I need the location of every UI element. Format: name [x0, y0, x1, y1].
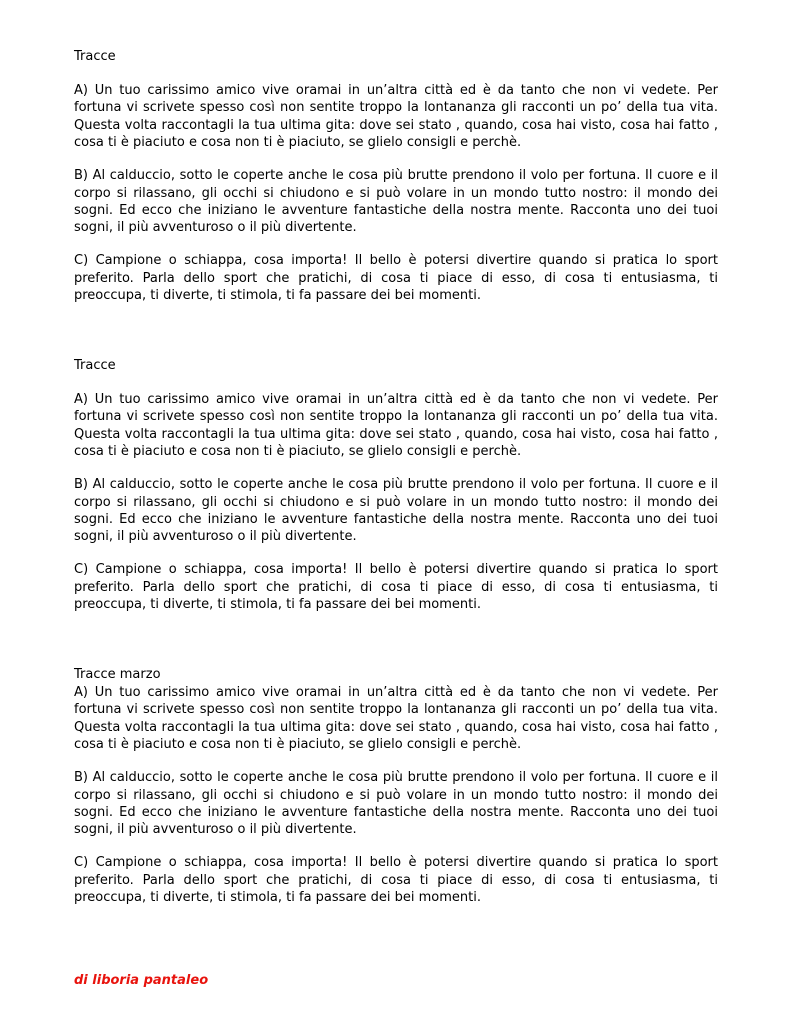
paragraph-b: B) Al calduccio, sotto le coperte anche le cosa più brutte prendono il volo per fortuna. Il cuore e il corpo si rilassano, gli occhi si chiudono e si può volare in un mondo tutto nostro: il mondo dei sogni. Ed ecco che iniziano le avventure fantastiche della nostra mente. Racconta uno dei tuoi sogni, il più avventuroso o il più divertente. — [74, 168, 718, 236]
section-tracce-marzo — [74, 666, 718, 906]
section-title: Tracce — [74, 49, 116, 64]
paragraph-b: B) Al calduccio, sotto le coperte anche le cosa più brutte prendono il volo per fortuna. Il cuore e il corpo si rilassano, gli occhi si chiudono e si può volare in un mondo tutto nostro: il mondo dei sogni. Ed ecco che iniziano le avventure fantastiche della nostra mente. Racconta uno dei tuoi sogni, il più avventuroso o il più divertente. — [74, 770, 718, 838]
author-signature: di liboria pantaleo — [74, 973, 209, 988]
paragraph-c: C) Campione o schiappa, cosa importa! Il bello è potersi divertire quando si pratica lo sport preferito. Parla dello sport che pratichi, di cosa ti piace di esso, di cosa ti entusiasma, ti preoccupa, ti diverte, ti stimola, ti fa passare dei bei momenti. — [74, 855, 718, 906]
section-title: Tracce — [74, 358, 116, 373]
paragraph-a: A) Un tuo carissimo amico vive oramai in un’altra città ed è da tanto che non vi vedete. Per fortuna vi scrivete spesso così non sentite troppo la lontananza gli racconti un po’ della tua vita. Questa volta raccontagli la tua ultima gita: dove sei stato , quando, cosa hai visto, cosa hai fatto , cosa ti è piaciuto e cosa non ti è piaciuto, se glielo consigli e perchè. — [74, 392, 718, 460]
paragraph-c: C) Campione o schiappa, cosa importa! Il bello è potersi divertire quando si pratica lo sport preferito. Parla dello sport che pratichi, di cosa ti piace di esso, di cosa ti entusiasma, ti preoccupa, ti diverte, ti stimola, ti fa passare dei bei momenti. — [74, 253, 718, 304]
section-tracce-1 — [74, 48, 718, 304]
paragraph-a: A) Un tuo carissimo amico vive oramai in un’altra città ed è da tanto che non vi vedete. Per fortuna vi scrivete spesso così non sentite troppo la lontananza gli racconti un po’ della tua vita. Questa volta raccontagli la tua ultima gita: dove sei stato , quando, cosa hai visto, cosa hai fatto , cosa ti è piaciuto e cosa non ti è piaciuto, se glielo consigli e perchè. — [74, 83, 718, 151]
section-title: Tracce marzo — [74, 667, 161, 682]
paragraph-b: B) Al calduccio, sotto le coperte anche le cosa più brutte prendono il volo per fortuna. Il cuore e il corpo si rilassano, gli occhi si chiudono e si può volare in un mondo tutto nostro: il mondo dei sogni. Ed ecco che iniziano le avventure fantastiche della nostra mente. Racconta uno dei tuoi sogni, il più avventuroso o il più divertente. — [74, 477, 718, 545]
paragraph-c: C) Campione o schiappa, cosa importa! Il bello è potersi divertire quando si pratica lo sport preferito. Parla dello sport che pratichi, di cosa ti piace di esso, di cosa ti entusiasma, ti preoccupa, ti diverte, ti stimola, ti fa passare dei bei momenti. — [74, 562, 718, 613]
paragraph-a: A) Un tuo carissimo amico vive oramai in un’altra città ed è da tanto che non vi vedete. Per fortuna vi scrivete spesso così non sentite troppo la lontananza gli racconti un po’ della tua vita. Questa volta raccontagli la tua ultima gita: dove sei stato , quando, cosa hai visto, cosa hai fatto , cosa ti è piaciuto e cosa non ti è piaciuto, se glielo consigli e perchè. — [74, 685, 718, 753]
section-tracce-2 — [74, 357, 718, 613]
